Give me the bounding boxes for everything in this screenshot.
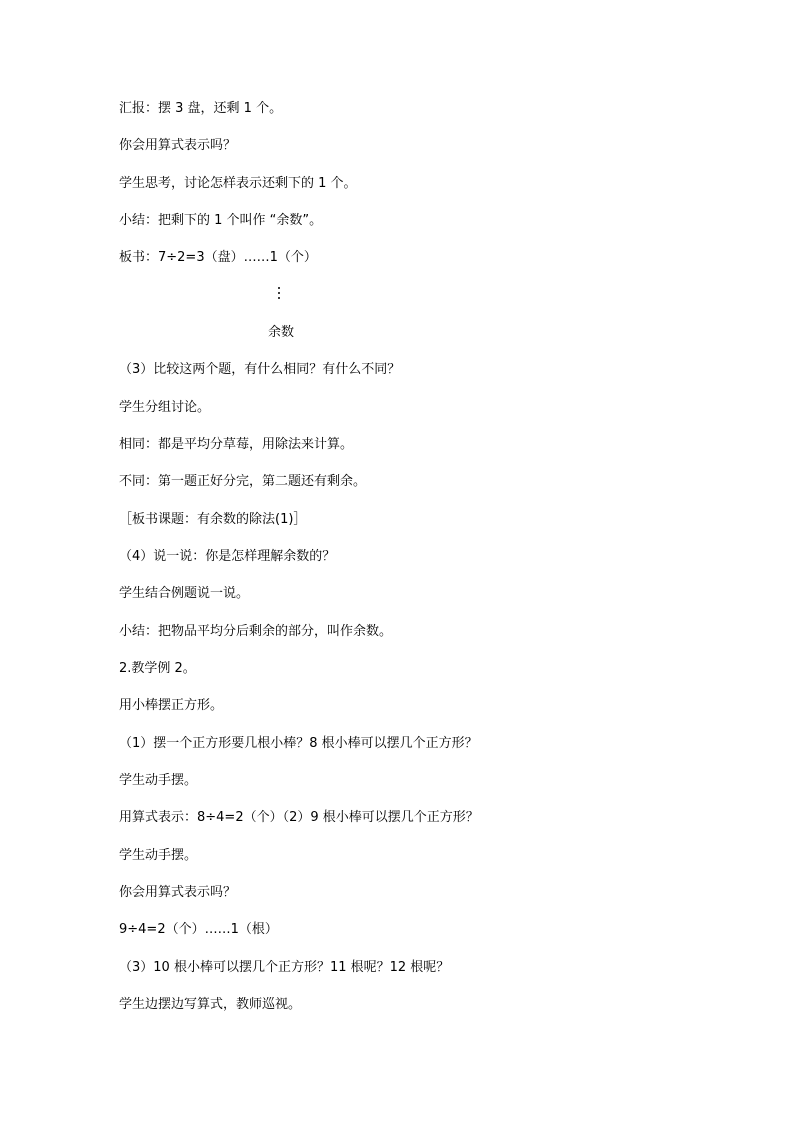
text-line-equation-remainder: 9÷4=2（个）……1（根） — [119, 922, 278, 937]
text-line-summary-definition: 小结：把物品平均分后剩余的部分，叫作余数。 — [119, 624, 393, 639]
text-line-example-2: 2.教学例 2。 — [119, 661, 196, 676]
text-line-hands-on-2: 学生动手摆。 — [119, 848, 198, 863]
text-line-summary-remainder: 小结：把剩下的 1 个叫作 “余数”。 — [119, 213, 323, 228]
text-line-board-equation: 板书：7÷2=3（盘）……1（个） — [119, 250, 317, 265]
text-line-question-equation: 你会用算式表示吗？ — [119, 885, 237, 900]
vertical-ellipsis-mark — [276, 287, 282, 301]
text-line-group-discussion: 学生分组讨论。 — [119, 400, 211, 415]
text-line-different: 不同：第一题正好分完，第二题还有剩余。 — [119, 474, 367, 489]
text-line-hands-on-1: 学生动手摆。 — [119, 773, 198, 788]
text-line-question-1: （1）摆一个正方形要几根小棒？8 根小棒可以摆几个正方形？ — [119, 736, 478, 751]
text-line-report: 汇报：摆 3 盘，还剩 1 个。 — [119, 101, 283, 116]
text-line-student-example: 学生结合例题说一说。 — [119, 586, 250, 601]
text-line-equation-question-2: 用算式表示：8÷4=2（个）（2）9 根小棒可以摆几个正方形？ — [119, 810, 479, 825]
text-line-students-write: 学生边摆边写算式，教师巡视。 — [119, 997, 302, 1012]
text-line-compare: （3）比较这两个题，有什么相同？有什么不同？ — [119, 362, 401, 377]
text-line-question: 你会用算式表示吗？ — [119, 138, 237, 153]
text-line-say: （4）说一说：你是怎样理解余数的？ — [119, 549, 336, 564]
text-line-board-title: ［板书课题：有余数的除法(1)］ — [119, 512, 307, 527]
text-line-same: 相同：都是平均分草莓，用除法来计算。 — [119, 437, 354, 452]
text-line-question-3: （3）10 根小棒可以摆几个正方形？11 根呢？12 根呢？ — [119, 960, 450, 975]
text-line-student-think: 学生思考，讨论怎样表示还剩下的 1 个。 — [119, 176, 357, 191]
text-line-sticks-squares: 用小棒摆正方形。 — [119, 698, 224, 713]
remainder-annotation-label: 余数 — [268, 325, 295, 340]
